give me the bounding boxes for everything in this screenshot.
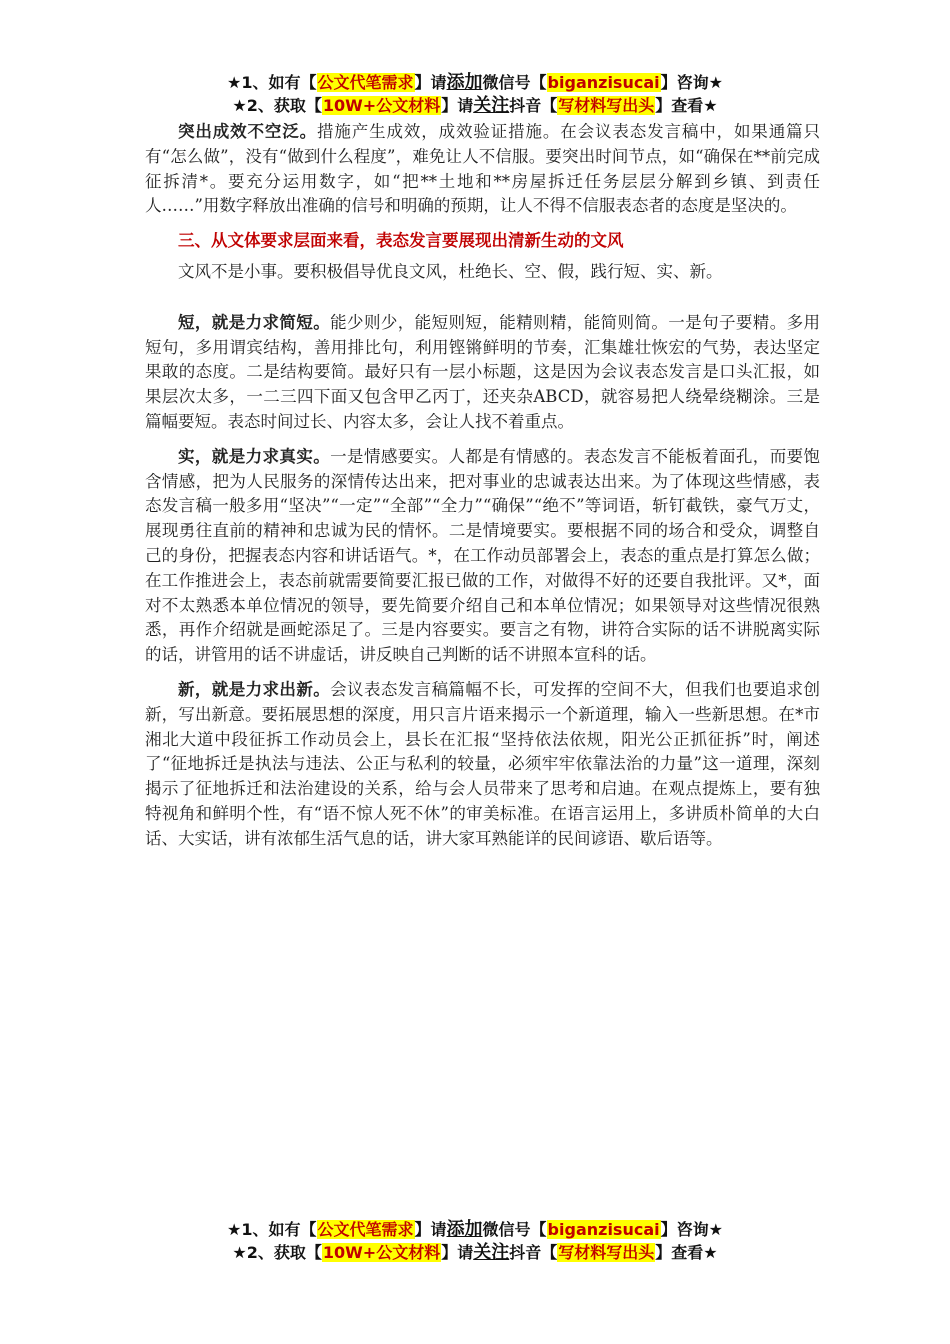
- promo-text: 】请: [441, 1243, 474, 1262]
- paragraph-lead: 实，就是力求真实。: [178, 446, 331, 466]
- promo-line-2: [0, 94, 950, 117]
- promo-highlight: 公文代笔需求: [317, 73, 414, 92]
- promo-text: 】查看★: [655, 96, 718, 115]
- paragraph-text: 一是情感要实。人都是有情感的。表态发言不能板着面孔，而要饱含情感，把为人民服务的深情传达出来，把对事业的忠诚表达出来。为了体现这些情感，表态发言稿一般多用“坚决”“一定”“全部”“全力”“确保”“绝不”等词语，斩钉截铁，豪气万丈，展现勇往直前的精神和忠诚为民的情怀。二是情境要实。要根据不同的场合和受众，调整自己的身份，把握表态内容和讲话语气。*，在工作动员部署会上，表态的重点是打算怎么做；在工作推进会上，表态前就需要简要汇报已做的工作，对做得不好的还要自我批评。又*，面对不太熟悉本单位情况的领导，要先简要介绍自己和本单位情况；如果领导对这些情况很熟悉，再作介绍就是画蛇添足了。三是内容要实。要言之有物，讲符合实际的话不讲脱离实际的话，讲管用的话不讲虚话，讲反映自己判断的话不讲照本宣科的话。: [145, 446, 821, 665]
- promo-text: ★1、如有【: [227, 73, 317, 92]
- promo-wechat-id: biganzisucai: [547, 1220, 660, 1239]
- paragraph-new: [145, 678, 820, 852]
- promo-emphasis: 关注: [473, 1242, 510, 1263]
- promo-line-1: [0, 1218, 950, 1241]
- promo-line-1: [0, 71, 950, 94]
- promo-text: 】请: [441, 96, 474, 115]
- promo-highlight: 10W+公文材料: [322, 1243, 441, 1262]
- promo-banner-top: [0, 71, 950, 117]
- promo-text: ★1、如有【: [227, 1220, 317, 1239]
- promo-text: 】查看★: [655, 1243, 718, 1262]
- promo-douyin-id: 写材料写出头: [558, 1243, 655, 1262]
- promo-wechat-id: biganzisucai: [547, 73, 660, 92]
- promo-line-2: [0, 1241, 950, 1264]
- paragraph-lead: 新，就是力求出新。: [178, 679, 331, 699]
- promo-text: 】咨询★: [660, 1220, 723, 1239]
- promo-text: 抖音【: [509, 1243, 558, 1262]
- promo-text: 】请: [414, 73, 447, 92]
- promo-banner-bottom: [0, 1218, 950, 1264]
- paragraph-text: 会议表态发言稿篇幅不长，可发挥的空间不大，但我们也要追求创新，写出新意。要拓展思想的深度，用只言片语来揭示一个新道理，输入一些新思想。在*市湘北大道中段征拆工作动员会上，县长在汇报“坚持依法依规，阳光公正抓征拆”时，阐述了“征地拆迁是执法与违法、公正与私利的较量，必须牢牢依靠法治的力量”这一道理，深刻揭示了征地拆迁和法治建设的关系，给与会人员带来了思考和启迪。在观点提炼上，要有独特视角和鲜明个性，有“语不惊人死不休”的审美标准。在语言运用上，多讲质朴简单的大白话、大实话，讲有浓郁生活气息的话，讲大家耳熟能详的民间谚语、歇后语等。: [145, 679, 821, 848]
- document-body: [145, 120, 820, 852]
- promo-emphasis: 添加: [446, 72, 483, 93]
- paragraph-short: [145, 311, 820, 435]
- promo-text: 微信号【: [482, 73, 547, 92]
- paragraph-text: 措施产生成效，成效验证措施。在会议表态发言稿中，如果通篇只有“怎么做”，没有“做到什么程度”，难免让人不信服。要突出时间节点，如“确保在**前完成征拆清*。要充分运用数字，如“把**土地和**房屋拆迁任务层层分解到乡镇、到责任人……”用数字释放出准确的信号和明确的预期，让人不得不信服表态者的态度是坚决的。: [145, 122, 820, 216]
- paragraph-text: 能少则少，能短则短，能精则精，能简则简。一是句子要精。多用短句，多用谓宾结构，善用排比句，利用铿锵鲜明的节奏，汇集雄壮恢宏的气势，表达坚定果敢的态度。二是结构要简。最好只有一层小标题，这是因为会议表态发言是口头汇报，如果层次太多，一二三四下面又包含甲乙丙丁，还夹杂ABCD，就容易把人绕晕绕糊涂。三是篇幅要短。表态时间过长、内容太多，会让人找不着重点。: [145, 312, 821, 431]
- promo-text: 】请: [414, 1220, 447, 1239]
- promo-text: 】咨询★: [660, 73, 723, 92]
- paragraph-lead: 短，就是力求简短。: [178, 312, 331, 332]
- promo-douyin-id: 写材料写出头: [558, 96, 655, 115]
- paragraph-results: [145, 120, 820, 219]
- paragraph-style-intro: 文风不是小事。要积极倡导优良文风，杜绝长、空、假，践行短、实、新。: [178, 261, 723, 281]
- promo-highlight: 公文代笔需求: [317, 1220, 414, 1239]
- paragraph-lead: 突出成效不空泛。: [178, 122, 317, 141]
- promo-emphasis: 关注: [473, 95, 510, 116]
- paragraph-real: [145, 445, 820, 668]
- promo-highlight: 10W+公文材料: [322, 96, 441, 115]
- promo-text: ★2、获取【: [232, 1243, 322, 1262]
- promo-text: 抖音【: [509, 96, 558, 115]
- promo-text: 微信号【: [482, 1220, 547, 1239]
- promo-text: ★2、获取【: [232, 96, 322, 115]
- section-heading-3: 三、从文体要求层面来看，表态发言要展现出清新生动的文风: [178, 231, 624, 251]
- promo-emphasis: 添加: [446, 1219, 483, 1240]
